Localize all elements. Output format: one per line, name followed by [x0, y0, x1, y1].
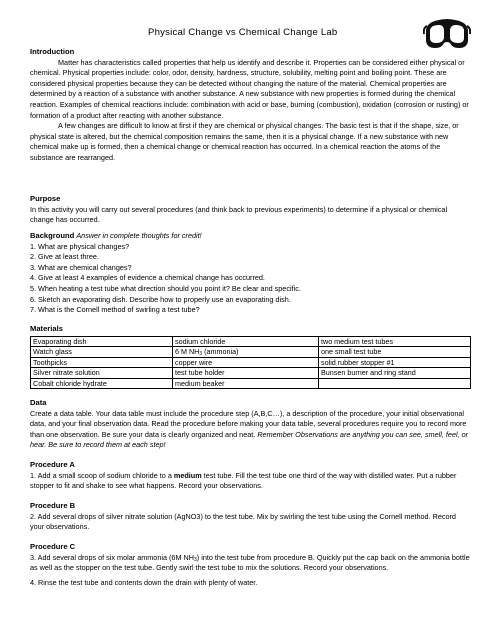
table-cell: test tube holder — [173, 368, 319, 378]
background-heading-line — [30, 231, 470, 242]
introduction-section — [30, 47, 470, 164]
materials-heading: Materials — [30, 324, 63, 333]
page-title: Physical Change vs Chemical Change Lab — [148, 27, 338, 38]
table-cell — [319, 378, 471, 388]
materials-table — [30, 336, 471, 389]
background-note: Answer in complete thoughts for credit! — [76, 231, 202, 240]
purpose-section — [30, 194, 470, 226]
procedure-a-pre: 1. Add a small scoop of sodium chloride to a — [30, 470, 174, 480]
question-6: 6. Sketch an evaporating dish. Describe how to properly use an evaporating dish. — [30, 294, 291, 304]
introduction-heading: Introduction — [30, 47, 75, 56]
table-cell: copper wire — [173, 357, 319, 367]
data-section — [30, 398, 470, 451]
procedure-c-section — [30, 542, 470, 588]
procedure-a-heading: Procedure A — [30, 460, 75, 469]
ammonia-suffix: (ammonia) — [202, 347, 239, 357]
introduction-paragraph-2: A few changes are difficult to know at first if they are chemical or physical changes. The basic test is that if the shape, size, or physical state is altered, but the chemical composition remains the same, then it is a physical change. If a new substance with new chemical make up is formed, then a chemical change or chemical reaction has occurred. In a chemical reaction the atoms of the substance are rearranged. — [30, 121, 459, 162]
procedure-c-pre: 3. Add several drops of six molar ammonia (6M NH — [30, 552, 194, 562]
question-1: 1. What are physical changes? — [30, 241, 130, 251]
data-heading: Data — [30, 398, 47, 407]
data-text — [30, 409, 470, 451]
table-cell: Silver nitrate solution — [31, 368, 173, 378]
purpose-heading: Purpose — [30, 194, 61, 203]
procedure-a-post: test tube. Fill the test tube one third of the way with distilled water. Put a rubber stopper to fit and shake to see what happens. Record your observations. — [30, 470, 457, 491]
background-heading: Background — [30, 231, 75, 240]
procedure-c-text — [30, 553, 470, 574]
table-row — [31, 357, 471, 367]
data-italic-note: Remember Observations are anything you can see, smell, feel, or hear. Be sure to record them at each step! — [30, 429, 469, 450]
table-cell: Watch glass — [31, 347, 173, 357]
procedure-c-heading: Procedure C — [30, 542, 76, 551]
procedure-c-post: ) into the test tube from procedure B. Quickly put the cap back on the ammonia bottle as well as the stopper on the test tube. Gently swirl the test tube to mix the solutions. Record your observations. — [30, 552, 470, 573]
table-cell: solid rubber stopper #1 — [319, 357, 471, 367]
purpose-text: In this activity you will carry out several procedures (and think back to previous experiments) to determine if a physical or chemical change has occurred. — [30, 204, 448, 225]
procedure-c-subscript: 3 — [194, 556, 197, 563]
table-cell: one small test tube — [319, 347, 471, 357]
procedure-a-bold: medium — [173, 470, 202, 480]
procedure-a-section — [30, 460, 470, 492]
data-instructions: Create a data table. Your data table must include the procedure step (A,B,C…), a description of the procedure, your initial observational data, and your final observation data. Read the procedure before making your data table, several procedures require you to record more than one observation. Be sure your data is clearly organized and neat. — [30, 408, 467, 439]
procedure-c-step-4: 4. Rinse the test tube and contents down the drain with plenty of water. — [30, 577, 258, 587]
table-cell: Evaporating dish — [31, 337, 173, 347]
table-cell: Toothpicks — [31, 357, 173, 367]
table-cell: Bunsen burner and ring stand — [319, 368, 471, 378]
table-cell: sodium chloride — [173, 337, 319, 347]
question-7: 7. What is the Cornell method of swirling a test tube? — [30, 305, 200, 315]
table-row — [31, 337, 471, 347]
question-2: 2. Give at least three. — [30, 252, 99, 262]
procedure-b-section — [30, 501, 470, 533]
question-4: 4. Give at least 4 examples of evidence a chemical change has occurred. — [30, 273, 265, 283]
materials-heading-wrap — [30, 324, 470, 335]
table-cell: Cobalt chloride hydrate — [31, 378, 173, 388]
question-5: 5. When heating a test tube what direction should you point it? Be clear and specific. — [30, 283, 301, 293]
table-cell: two medium test tubes — [319, 337, 471, 347]
ammonia-label: 6 M NH — [175, 347, 200, 357]
procedure-b-text: 2. Add several drops of silver nitrate solution (AgNO3) to the test tube. Mix by swirling the test tube using the Cornell method. Record your observations. — [30, 511, 456, 532]
question-3: 3. What are chemical changes? — [30, 262, 132, 272]
background-section — [30, 231, 470, 316]
table-cell-ammonia — [173, 347, 319, 357]
procedure-b-heading: Procedure B — [30, 501, 76, 510]
procedure-a-text — [30, 471, 470, 492]
table-row — [31, 368, 471, 378]
ammonia-subscript: 3 — [199, 351, 203, 358]
table-cell: medium beaker — [173, 378, 319, 388]
table-row — [31, 347, 471, 357]
introduction-paragraph-1: Matter has characteristics called properties that help us identify and describe it. Properties can be considered either physical or chemical. Physical properties include: color, odor, density, hardness, structure, solubility, melting point and boiling point. These are considered physical properties because they can be detected without changing the nature of the material. Chemical properties are determined by a reaction of a substance with another substance. A new substance with new properties is formed during the chemical reaction. Examples of chemical reactions include: combination with acid or base, burning (combustion), oxidation (corrosion or rusting) or formation of a product after reacting with another substance. — [30, 57, 469, 120]
table-row — [31, 378, 471, 388]
